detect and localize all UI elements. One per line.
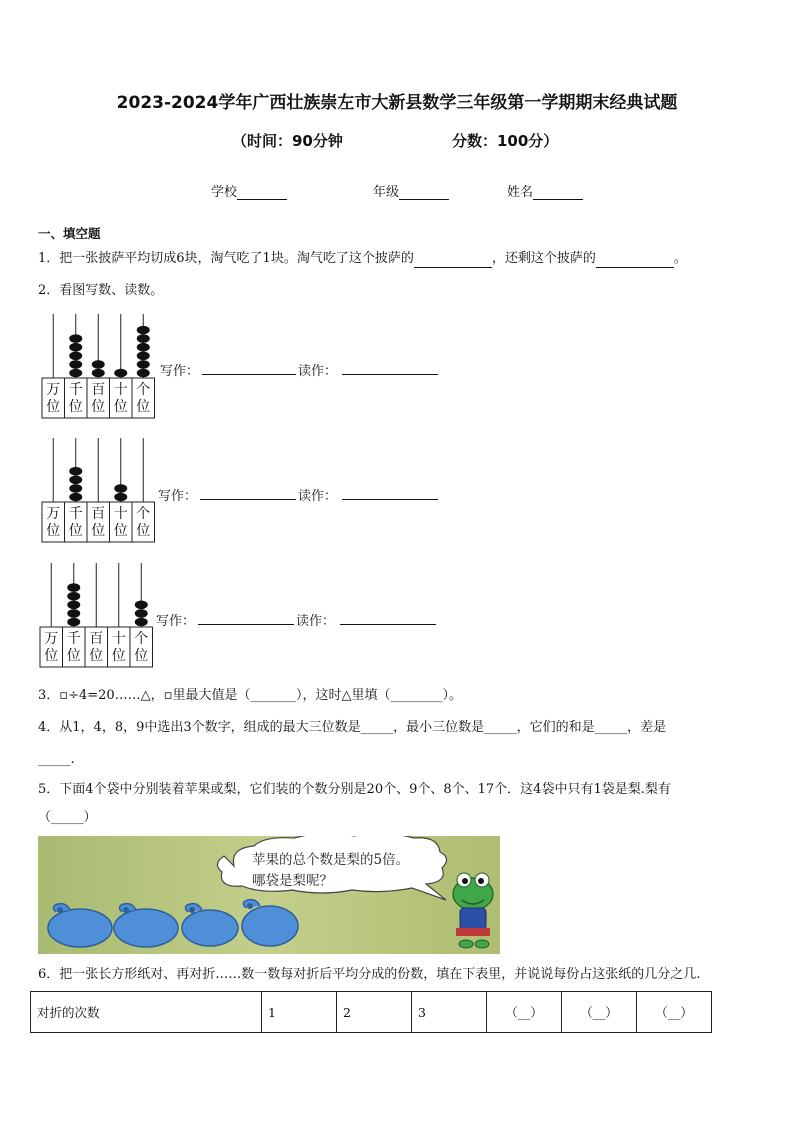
table-cell: 2	[337, 992, 412, 1033]
abacus-bead	[135, 601, 148, 610]
table-cell: 1	[262, 992, 337, 1033]
table-blank-cell[interactable]: （__）	[562, 992, 637, 1033]
abacus-2	[40, 436, 158, 546]
abacus-2-read-blank[interactable]	[342, 499, 438, 500]
q1-blank-2[interactable]	[596, 255, 674, 268]
name-field[interactable]	[507, 181, 583, 200]
abacus-bead	[137, 334, 150, 343]
abacus-bead	[69, 467, 82, 476]
abacus-3	[38, 561, 156, 671]
place-label-text: 百	[91, 382, 106, 398]
place-label-text: 万	[46, 382, 61, 398]
bubble-line-1: 苹果的总个数是梨的5倍。	[252, 852, 410, 868]
place-label-text: 千	[68, 382, 83, 398]
abacus-bead	[67, 618, 80, 627]
place-label-text: 十	[113, 506, 128, 522]
place-label-text: 万	[46, 506, 61, 522]
question-1	[38, 250, 687, 268]
abacus-bead	[114, 484, 127, 493]
table-blank-cell[interactable]: （__）	[487, 992, 562, 1033]
question-5-line-2: （_____）	[38, 810, 97, 825]
place-label-text: 位	[91, 523, 106, 539]
abacus-1-read: 读作：	[298, 364, 338, 379]
grade-blank[interactable]	[399, 187, 449, 200]
abacus-bead	[69, 343, 82, 352]
name-label: 姓名	[507, 185, 534, 200]
abacus-bead	[67, 609, 80, 618]
bags-illustration	[38, 836, 500, 954]
place-label-text: 个	[136, 506, 151, 522]
school-label: 学校	[211, 185, 238, 200]
place-label-text: 位	[111, 648, 126, 664]
question-4-line-2: _____.	[38, 752, 75, 767]
abacus-bead	[69, 484, 82, 493]
table-cell: 3	[412, 992, 487, 1033]
abacus-2-write: 写作：	[158, 489, 198, 504]
abacus-1-write: 写作：	[160, 364, 200, 379]
place-label-text: 位	[68, 399, 83, 415]
question-5-line-1: 5．下面4个袋中分别装着苹果或梨，它们装的个数分别是20个、9个、8个、17个．这4袋中只有1袋是梨.梨有	[38, 782, 671, 797]
q1-text-b: ，还剩这个披萨的	[491, 251, 596, 266]
place-label-text: 位	[46, 399, 61, 415]
table-blank-cell[interactable]: （__）	[637, 992, 712, 1033]
place-label-text: 万	[44, 631, 59, 647]
place-label-text: 位	[68, 523, 83, 539]
score-label: 分数：100分）	[452, 132, 559, 150]
section-heading: 一、填空题	[38, 226, 101, 241]
abacus-bead	[114, 369, 127, 378]
place-label-text: 位	[89, 648, 104, 664]
q1-blank-1[interactable]	[414, 255, 492, 268]
bubble-line-2: 哪袋是梨呢？	[252, 873, 333, 889]
abacus-2-write-blank[interactable]	[200, 499, 296, 500]
abacus-bead	[69, 334, 82, 343]
abacus-bead	[67, 583, 80, 592]
school-blank[interactable]	[237, 187, 287, 200]
abacus-bead	[67, 601, 80, 610]
place-label-text: 个	[136, 382, 151, 398]
abacus-bead	[137, 360, 150, 369]
abacus-bead	[137, 369, 150, 378]
question-4-line-1: 4．从1，4，8，9中选出3个数字，组成的最大三位数是_____，最小三位数是_____，它们的和是_____，差是	[38, 720, 667, 735]
abacus-bead	[69, 369, 82, 378]
place-label-text: 位	[91, 399, 106, 415]
abacus-bead	[137, 343, 150, 352]
abacus-3-write: 写作：	[156, 614, 196, 629]
place-label-text: 位	[136, 399, 151, 415]
abacus-3-read: 读作：	[296, 614, 336, 629]
time-label: （时间：90分钟	[232, 132, 343, 150]
abacus-bead	[92, 360, 105, 369]
q1-text-a: 1．把一张披萨平均切成6块，淘气吃了1块。淘气吃了这个披萨的	[38, 251, 414, 266]
place-label-text: 千	[68, 506, 83, 522]
place-label-text: 个	[134, 631, 149, 647]
abacus-bead	[69, 360, 82, 369]
question-6: 6．把一张长方形纸对、再对折……数一数每对折后平均分成的份数，填在下表里，并说说每份占这张纸的几分之几.	[38, 967, 701, 982]
question-3: 3．▫÷4=20……△，▫里最大值是（_______），这时△里填（________）。	[38, 688, 462, 703]
abacus-bead	[92, 369, 105, 378]
place-label-text: 十	[113, 382, 128, 398]
abacus-bead	[69, 493, 82, 502]
question-2: 2．看图写数、读数。	[38, 283, 164, 298]
abacus-bead	[137, 352, 150, 361]
abacus-bead	[135, 609, 148, 618]
place-label-text: 千	[66, 631, 81, 647]
abacus-bead	[69, 352, 82, 361]
place-label-text: 位	[113, 399, 128, 415]
abacus-bead	[137, 326, 150, 335]
abacus-1-write-blank[interactable]	[202, 374, 296, 375]
abacus-2-read: 读作：	[298, 489, 338, 504]
page-title: 2023-2024学年广西壮族崇左市大新县数学三年级第一学期期末经典试题	[116, 93, 678, 113]
abacus-bead	[135, 618, 148, 627]
grade-label: 年级	[373, 185, 400, 200]
abacus-3-write-blank[interactable]	[198, 624, 294, 625]
fold-table	[30, 991, 712, 1033]
place-label-text: 百	[91, 506, 106, 522]
abacus-bead	[67, 592, 80, 601]
table-header-cell: 对折的次数	[31, 992, 262, 1033]
place-label-text: 百	[89, 631, 104, 647]
place-label-text: 位	[136, 523, 151, 539]
place-label-text: 位	[44, 648, 59, 664]
abacus-1-read-blank[interactable]	[342, 374, 438, 375]
name-blank[interactable]	[533, 187, 583, 200]
school-field[interactable]	[211, 181, 287, 200]
abacus-3-read-blank[interactable]	[340, 624, 436, 625]
place-label-text: 位	[134, 648, 149, 664]
q1-text-c: 。	[673, 251, 687, 266]
abacus-bead	[114, 493, 127, 502]
abacus-1	[40, 312, 158, 422]
place-label-text: 位	[46, 523, 61, 539]
grade-field[interactable]	[373, 181, 449, 200]
place-label-text: 位	[113, 523, 128, 539]
abacus-bead	[69, 476, 82, 485]
table-row	[31, 992, 712, 1033]
place-label-text: 十	[111, 631, 126, 647]
place-label-text: 位	[66, 648, 81, 664]
